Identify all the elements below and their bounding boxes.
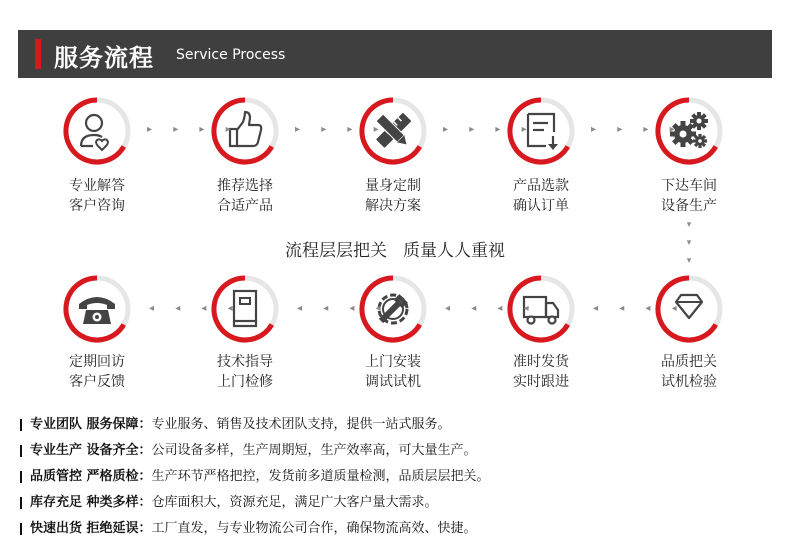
bullet-bar	[20, 419, 22, 431]
step-label: 品质把关 试机检验	[661, 354, 717, 390]
arrow-connector-down: ▾ ▾ ▾	[686, 220, 692, 266]
feature-item: 专业生产 设备齐全：公司设备多样，生产周期短，生产效率高，可大量生产。	[18, 440, 778, 466]
arrow-connector: ◂ ◂ ◂ ◂	[445, 303, 538, 314]
step-label: 下达车间 设备生产	[661, 178, 717, 214]
arrow-connector: ◂ ◂ ◂ ◂	[593, 303, 686, 314]
step-label: 上门安装 调试试机	[365, 354, 421, 390]
arrow-connector: ◂ ◂ ◂ ◂	[149, 303, 242, 314]
step-label: 推荐选择 合适产品	[217, 178, 273, 214]
feature-item: 快速出货 拒绝延误：工厂直发，与专业物流公司合作，确保物流高效、快捷。	[18, 518, 778, 544]
bullet-bar	[20, 445, 22, 457]
arrow-connector: ▸ ▸ ▸ ▸	[147, 124, 240, 135]
arrow-connector: ▸ ▸ ▸ ▸	[443, 124, 536, 135]
header-title: 服务流程	[54, 44, 154, 72]
header-subtitle: Service Process	[176, 47, 286, 63]
slogan: 流程层层把关 质量人人重视	[285, 241, 505, 261]
bullet-bar	[20, 497, 22, 509]
section-header	[18, 30, 772, 78]
user-heart-icon	[62, 96, 132, 166]
telephone-icon	[62, 274, 132, 344]
step-label: 量身定制 解决方案	[365, 178, 421, 214]
step-label: 技术指导 上门检修	[217, 354, 273, 390]
feature-item: 品质管控 严格质检：生产环节严格把控，发货前多道质量检测，品质层层把关。	[18, 466, 778, 492]
header-accent-bar	[35, 39, 41, 69]
step-label: 定期回访 客户反馈	[69, 354, 125, 390]
step-label: 产品选款 确认订单	[513, 178, 569, 214]
feature-item: 专业团队 服务保障：专业服务、销售及技术团队支持，提供一站式服务。	[18, 414, 778, 440]
arrow-connector: ◂ ◂ ◂ ◂	[297, 303, 390, 314]
feature-list	[18, 414, 778, 544]
arrow-connector: ▸ ▸ ▸ ▸	[295, 124, 388, 135]
feature-item: 库存充足 种类多样：仓库面积大，资源充足，满足广大客户量大需求。	[18, 492, 778, 518]
step-label: 专业解答 客户咨询	[69, 178, 125, 214]
bullet-bar	[20, 471, 22, 483]
step-label: 准时发货 实时跟进	[513, 354, 569, 390]
bullet-bar	[20, 523, 22, 535]
arrow-connector: ▸ ▸ ▸ ▸	[591, 124, 684, 135]
